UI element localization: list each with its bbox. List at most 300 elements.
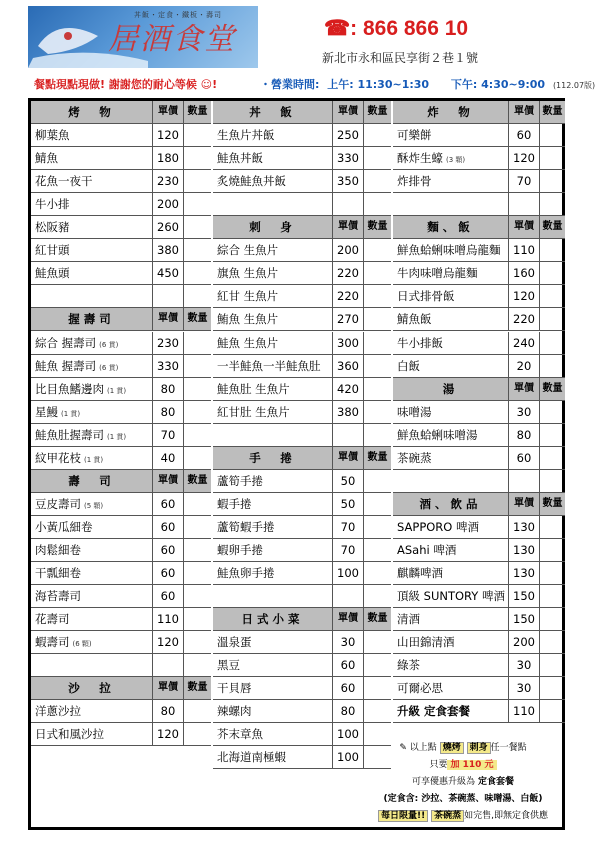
- note-highlight: 茶碗蒸: [431, 810, 464, 822]
- item-name: [31, 285, 153, 307]
- menu-item-row: [213, 493, 391, 516]
- item-price: [333, 424, 364, 446]
- item-price: 110: [509, 700, 540, 722]
- item-name-text: 鮭魚肚握壽司: [35, 427, 104, 442]
- quantity-cell[interactable]: [364, 193, 391, 215]
- item-price: 120: [153, 723, 184, 745]
- item-price: 60: [333, 654, 364, 676]
- item-name-text: 鮭魚 握壽司: [35, 358, 97, 373]
- item-price: 160: [509, 262, 540, 284]
- item-price: [333, 585, 364, 607]
- menu-item-row: [213, 585, 391, 608]
- item-name: [31, 332, 153, 354]
- quantity-cell[interactable]: [540, 147, 565, 169]
- item-price: 100: [333, 723, 364, 745]
- quantity-cell[interactable]: [184, 424, 211, 446]
- quantity-header: 數量: [187, 313, 208, 325]
- item-price: 30: [333, 631, 364, 653]
- item-name-text: 壽 司: [68, 473, 115, 488]
- item-name: [393, 470, 509, 492]
- item-price: 100: [333, 562, 364, 584]
- quantity-cell[interactable]: [184, 723, 211, 745]
- item-name-text: 芥末章魚: [217, 727, 263, 742]
- item-price: 100: [333, 746, 364, 768]
- item-name: [213, 193, 333, 215]
- menu-item-row: [213, 239, 391, 262]
- quantity-cell[interactable]: [364, 355, 391, 377]
- quantity-cell[interactable]: [364, 401, 391, 423]
- menu-item-row: [31, 170, 211, 193]
- item-name-text: 生魚片丼飯: [217, 128, 275, 143]
- item-price: 60: [509, 124, 540, 146]
- quantity-cell[interactable]: [364, 308, 391, 330]
- item-name: [393, 631, 509, 653]
- set-meal-note: [363, 740, 563, 825]
- menu-item-row: [31, 355, 211, 378]
- item-price: 20: [509, 355, 540, 377]
- menu-item-row: [393, 608, 565, 631]
- menu-item-row: [31, 493, 211, 516]
- quantity-cell[interactable]: [540, 631, 565, 653]
- item-name: [393, 608, 509, 630]
- quantity-cell[interactable]: [364, 654, 391, 676]
- item-price: 380: [333, 401, 364, 423]
- item-price: 120: [509, 285, 540, 307]
- notice-text: 餐點現點現做! 謝謝您的耐心等候 ☺!: [34, 78, 218, 91]
- item-name: [31, 516, 153, 538]
- quantity-cell[interactable]: [540, 355, 565, 377]
- item-name: [213, 378, 333, 400]
- item-price: 330: [153, 355, 184, 377]
- item-quantity-note: (1 貫): [84, 455, 104, 464]
- quantity-cell[interactable]: [540, 677, 565, 699]
- item-price: 110: [509, 239, 540, 261]
- item-name: [393, 193, 509, 215]
- menu-item-row: [31, 608, 211, 631]
- item-quantity-note: (1 貫): [61, 409, 81, 418]
- quantity-cell[interactable]: [184, 539, 211, 561]
- item-name-text: 洋蔥沙拉: [35, 704, 81, 719]
- item-name-text: 辣螺肉: [217, 704, 252, 719]
- item-name: [213, 355, 333, 377]
- quantity-header: 數量: [542, 497, 563, 509]
- item-price: 200: [509, 631, 540, 653]
- item-name-text: 鯖魚飯: [397, 312, 432, 327]
- price-header: 單價: [509, 493, 540, 515]
- item-price: 60: [153, 493, 184, 515]
- quantity-cell[interactable]: [184, 147, 211, 169]
- item-name-text: 蝦卵手捲: [217, 542, 263, 557]
- item-name: [31, 170, 153, 192]
- price-header: 單價: [333, 101, 364, 123]
- item-price: 80: [333, 700, 364, 722]
- price-header: 單價: [509, 216, 540, 238]
- item-price: 220: [333, 262, 364, 284]
- item-name-text: 酥炸生蠔: [397, 151, 443, 166]
- item-name-text: 鮭魚肚 生魚片: [217, 381, 290, 396]
- quantity-cell[interactable]: [184, 170, 211, 192]
- item-name: [393, 170, 509, 192]
- quantity-cell[interactable]: [184, 585, 211, 607]
- price-header: 單價: [153, 677, 184, 699]
- item-price: 220: [333, 285, 364, 307]
- section-title: [31, 677, 153, 699]
- quantity-cell[interactable]: [364, 378, 391, 400]
- quantity-cell[interactable]: [184, 193, 211, 215]
- quantity-cell[interactable]: [184, 285, 211, 307]
- item-name-text: 小黃瓜細卷: [35, 519, 93, 534]
- item-name: [393, 239, 509, 261]
- menu-item-row: [393, 677, 565, 700]
- note-price: 加 110 元: [447, 760, 496, 770]
- item-price: 270: [333, 308, 364, 330]
- item-name-text: 黑豆: [217, 658, 240, 673]
- section-header: [213, 608, 391, 631]
- item-name: [213, 239, 333, 261]
- menu-item-row: [31, 539, 211, 562]
- item-name-text: 茶碗蒸: [397, 450, 432, 465]
- quantity-cell[interactable]: [540, 539, 565, 561]
- quantity-cell[interactable]: [364, 285, 391, 307]
- item-price: 60: [153, 539, 184, 561]
- section-title: [213, 447, 333, 469]
- item-name-text: 烤 物: [68, 105, 115, 119]
- section-title: [213, 608, 333, 630]
- menu-item-row: [393, 447, 565, 470]
- quantity-cell[interactable]: [364, 424, 391, 446]
- item-name: [213, 308, 333, 330]
- item-name-text: 干貝唇: [217, 681, 252, 696]
- quantity-cell[interactable]: [364, 539, 391, 561]
- item-name: [213, 654, 333, 676]
- item-name-text: 清酒: [397, 612, 420, 627]
- quantity-cell[interactable]: [540, 332, 565, 354]
- menu-item-row: [31, 516, 211, 539]
- item-name-text: 可樂餅: [397, 128, 432, 143]
- item-quantity-note: (6 貫): [99, 340, 119, 349]
- item-name-text: 山田錦清酒: [397, 635, 455, 650]
- quantity-cell[interactable]: [540, 170, 565, 192]
- item-name: [393, 147, 509, 169]
- quantity-cell[interactable]: [184, 631, 211, 653]
- item-price: 60: [153, 585, 184, 607]
- quantity-cell[interactable]: [540, 516, 565, 538]
- item-price: 180: [153, 147, 184, 169]
- note-text: 只要: [429, 760, 448, 770]
- quantity-cell[interactable]: [184, 262, 211, 284]
- item-name-text: 松阪豬: [35, 220, 70, 235]
- item-name: [393, 539, 509, 561]
- quantity-cell[interactable]: [364, 147, 391, 169]
- menu-item-row: [393, 147, 565, 170]
- item-price: 60: [333, 677, 364, 699]
- note-contents: (定食含: 沙拉、茶碗蒸、味噌湯、白飯): [383, 794, 543, 804]
- item-name-text: 麒麟啤酒: [397, 566, 443, 580]
- item-name: [213, 562, 333, 584]
- menu-item-row: [213, 170, 391, 193]
- quantity-header: 數量: [187, 682, 208, 694]
- item-name: [31, 631, 153, 653]
- menu-item-row: [31, 401, 211, 424]
- quantity-cell[interactable]: [364, 239, 391, 261]
- item-name-text: 紋甲花枝: [35, 450, 81, 465]
- quantity-cell[interactable]: [184, 332, 211, 354]
- item-price: 120: [509, 147, 540, 169]
- menu-item-row: [31, 262, 211, 285]
- menu-item-row: [213, 700, 391, 723]
- quantity-cell[interactable]: [540, 308, 565, 330]
- item-name: [393, 124, 509, 146]
- quantity-cell[interactable]: [184, 700, 211, 722]
- quantity-cell[interactable]: [540, 447, 565, 469]
- menu-item-row: [31, 723, 211, 746]
- item-price: 220: [509, 308, 540, 330]
- menu-item-row: [393, 470, 565, 493]
- menu-item-row: [393, 355, 565, 378]
- item-name-text: 可爾必思: [397, 681, 443, 696]
- item-quantity-note: (5 顆): [84, 501, 104, 510]
- quantity-header: 數量: [367, 106, 388, 117]
- quantity-cell[interactable]: [184, 562, 211, 584]
- item-name: [213, 262, 333, 284]
- quantity-cell[interactable]: [364, 493, 391, 515]
- item-name-text: 蝦壽司: [35, 635, 70, 650]
- section-title: [31, 308, 153, 330]
- item-name-text: 海苔壽司: [35, 589, 81, 604]
- item-name: [393, 332, 509, 354]
- item-name: [31, 262, 153, 284]
- item-name-text: 綠茶: [397, 658, 420, 673]
- quantity-cell[interactable]: [540, 124, 565, 146]
- quantity-cell[interactable]: [184, 401, 211, 423]
- quantity-cell[interactable]: [364, 262, 391, 284]
- item-name-text: 鮭魚卵手捲: [217, 566, 275, 580]
- restaurant-logo: [28, 6, 258, 68]
- menu-item-row: [213, 470, 391, 493]
- menu-item-row: [393, 539, 565, 562]
- menu-item-row: [393, 170, 565, 193]
- quantity-cell[interactable]: [364, 470, 391, 492]
- menu-item-row: [31, 562, 211, 585]
- item-name-text: 升級 定食套餐: [397, 704, 471, 719]
- item-name-text: 蘆筍蝦手捲: [217, 519, 275, 534]
- item-name: [393, 562, 509, 584]
- menu-item-row: [31, 378, 211, 401]
- item-name: [31, 608, 153, 630]
- menu-item-row: [393, 654, 565, 677]
- quantity-cell[interactable]: [184, 124, 211, 146]
- quantity-cell[interactable]: [364, 124, 391, 146]
- item-name: [393, 447, 509, 469]
- item-name-text: 花魚一夜干: [35, 174, 93, 189]
- quantity-cell[interactable]: [364, 562, 391, 584]
- menu-item-row: [31, 239, 211, 262]
- item-name: [393, 654, 509, 676]
- quantity-header: 數量: [542, 221, 563, 233]
- item-name-text: 北海道南極蝦: [217, 750, 286, 765]
- logo-text: 居酒食堂: [108, 22, 236, 57]
- item-name-text: 溫泉蛋: [217, 635, 252, 650]
- item-name-text: 炸排骨: [397, 174, 432, 189]
- quantity-cell[interactable]: [364, 585, 391, 607]
- section-title: [31, 470, 153, 492]
- item-name: [393, 308, 509, 330]
- quantity-cell[interactable]: [540, 608, 565, 630]
- item-name: [213, 170, 333, 192]
- quantity-cell[interactable]: [184, 216, 211, 238]
- quantity-cell[interactable]: [184, 654, 211, 676]
- quantity-cell[interactable]: [540, 401, 565, 423]
- logo-subtitle: 丼飯・定食・鐵板・壽司: [134, 11, 222, 19]
- item-name-text: 酒、飲品: [419, 496, 482, 511]
- menu-item-row: [213, 355, 391, 378]
- quantity-header: 數量: [187, 474, 208, 486]
- menu-item-row: [393, 308, 565, 331]
- section-title: [393, 101, 509, 123]
- item-name-text: 鮮魚蛤蜊味噌湯: [397, 427, 478, 442]
- menu-item-row: [31, 124, 211, 147]
- item-quantity-note: (3 顆): [446, 156, 466, 165]
- item-price: 80: [153, 700, 184, 722]
- item-name-text: 握壽司: [68, 312, 115, 327]
- item-name-text: SAPPORO 啤酒: [397, 519, 479, 534]
- note-highlight: 每日限量!!: [378, 810, 428, 822]
- item-name: [31, 447, 153, 469]
- price-header: 單價: [153, 470, 184, 492]
- quantity-cell[interactable]: [540, 193, 565, 215]
- quantity-cell[interactable]: [184, 516, 211, 538]
- quantity-header: 數量: [367, 613, 388, 625]
- item-name-text: 炸 物: [427, 105, 474, 119]
- quantity-cell[interactable]: [364, 631, 391, 653]
- item-name-text: 紅甘頭: [35, 243, 70, 258]
- quantity-header: 數量: [542, 382, 563, 394]
- menu-item-row: [213, 124, 391, 147]
- menu-item-row: [393, 516, 565, 539]
- quantity-cell[interactable]: [540, 562, 565, 584]
- quantity-cell[interactable]: [184, 608, 211, 630]
- item-name-text: 炙燒鮭魚丼飯: [217, 174, 286, 189]
- section-title: [393, 493, 509, 515]
- item-price: 30: [509, 677, 540, 699]
- item-name: [393, 585, 509, 607]
- item-name-text: 日式排骨飯: [397, 289, 455, 304]
- quantity-cell[interactable]: [540, 470, 565, 492]
- quantity-cell[interactable]: [184, 355, 211, 377]
- item-name-text: 鮪魚 生魚片: [217, 312, 279, 327]
- section-header: [393, 493, 565, 516]
- item-name-text: 柳葉魚: [35, 128, 70, 143]
- menu-item-row: [213, 654, 391, 677]
- item-name-text: 星鰻: [35, 404, 58, 419]
- quantity-cell[interactable]: [540, 585, 565, 607]
- menu-item-row: [31, 424, 211, 447]
- menu-item-row: [31, 285, 211, 308]
- item-price: 230: [153, 332, 184, 354]
- item-price: 420: [333, 378, 364, 400]
- section-header: [31, 677, 211, 700]
- item-price: 200: [333, 239, 364, 261]
- note-highlight: 刺身: [467, 742, 491, 754]
- quantity-cell[interactable]: [184, 493, 211, 515]
- item-quantity-note: (1 貫): [107, 432, 127, 441]
- item-price: 120: [153, 631, 184, 653]
- item-name: [393, 285, 509, 307]
- section-header: [213, 216, 391, 239]
- item-name-text: 紅甘 生魚片: [217, 289, 279, 304]
- item-price: [153, 654, 184, 676]
- item-price: 380: [153, 239, 184, 261]
- item-price: 40: [153, 447, 184, 469]
- item-name: [31, 124, 153, 146]
- item-name: [31, 700, 153, 722]
- menu-item-row: [393, 562, 565, 585]
- quantity-cell[interactable]: [364, 700, 391, 722]
- section-title: [393, 378, 509, 400]
- menu-item-row: [393, 285, 565, 308]
- item-name: [213, 677, 333, 699]
- section-header: [393, 101, 565, 124]
- item-price: 120: [153, 124, 184, 146]
- menu-item-row: [213, 308, 391, 331]
- section-title: [31, 101, 153, 123]
- item-price: 200: [153, 193, 184, 215]
- menu-item-row: [213, 193, 391, 216]
- item-price: 70: [153, 424, 184, 446]
- menu-item-row: [31, 585, 211, 608]
- menu-item-row: [31, 654, 211, 677]
- quantity-cell[interactable]: [540, 239, 565, 261]
- item-price: 70: [509, 170, 540, 192]
- item-name-text: 花壽司: [35, 612, 70, 627]
- menu-item-row: [213, 562, 391, 585]
- item-price: 350: [333, 170, 364, 192]
- quantity-cell[interactable]: [540, 285, 565, 307]
- quantity-cell[interactable]: [364, 332, 391, 354]
- item-name: [213, 631, 333, 653]
- quantity-cell[interactable]: [540, 700, 565, 722]
- item-price: 30: [509, 654, 540, 676]
- item-name: [213, 516, 333, 538]
- item-price: 50: [333, 493, 364, 515]
- item-price: 60: [509, 447, 540, 469]
- menu-item-row: [31, 700, 211, 723]
- quantity-cell[interactable]: [364, 516, 391, 538]
- item-name: [393, 424, 509, 446]
- item-name-text: 沙 拉: [68, 681, 115, 696]
- quantity-cell[interactable]: [540, 262, 565, 284]
- item-price: 80: [509, 424, 540, 446]
- item-price: 230: [153, 170, 184, 192]
- item-name: [31, 562, 153, 584]
- menu-item-row: [393, 193, 565, 216]
- quantity-cell[interactable]: [364, 170, 391, 192]
- section-header: [213, 447, 391, 470]
- quantity-cell[interactable]: [540, 424, 565, 446]
- hours-bullet-icon: ・: [260, 78, 271, 91]
- quantity-cell[interactable]: [184, 447, 211, 469]
- menu-item-row: [393, 239, 565, 262]
- quantity-cell[interactable]: [540, 654, 565, 676]
- item-name: [393, 677, 509, 699]
- menu-item-row: [393, 585, 565, 608]
- quantity-cell[interactable]: [184, 378, 211, 400]
- item-name-text: 鮭魚 生魚片: [217, 335, 279, 350]
- price-header: 單價: [333, 608, 364, 630]
- quantity-cell[interactable]: [364, 677, 391, 699]
- section-header: [393, 378, 565, 401]
- quantity-cell[interactable]: [184, 239, 211, 261]
